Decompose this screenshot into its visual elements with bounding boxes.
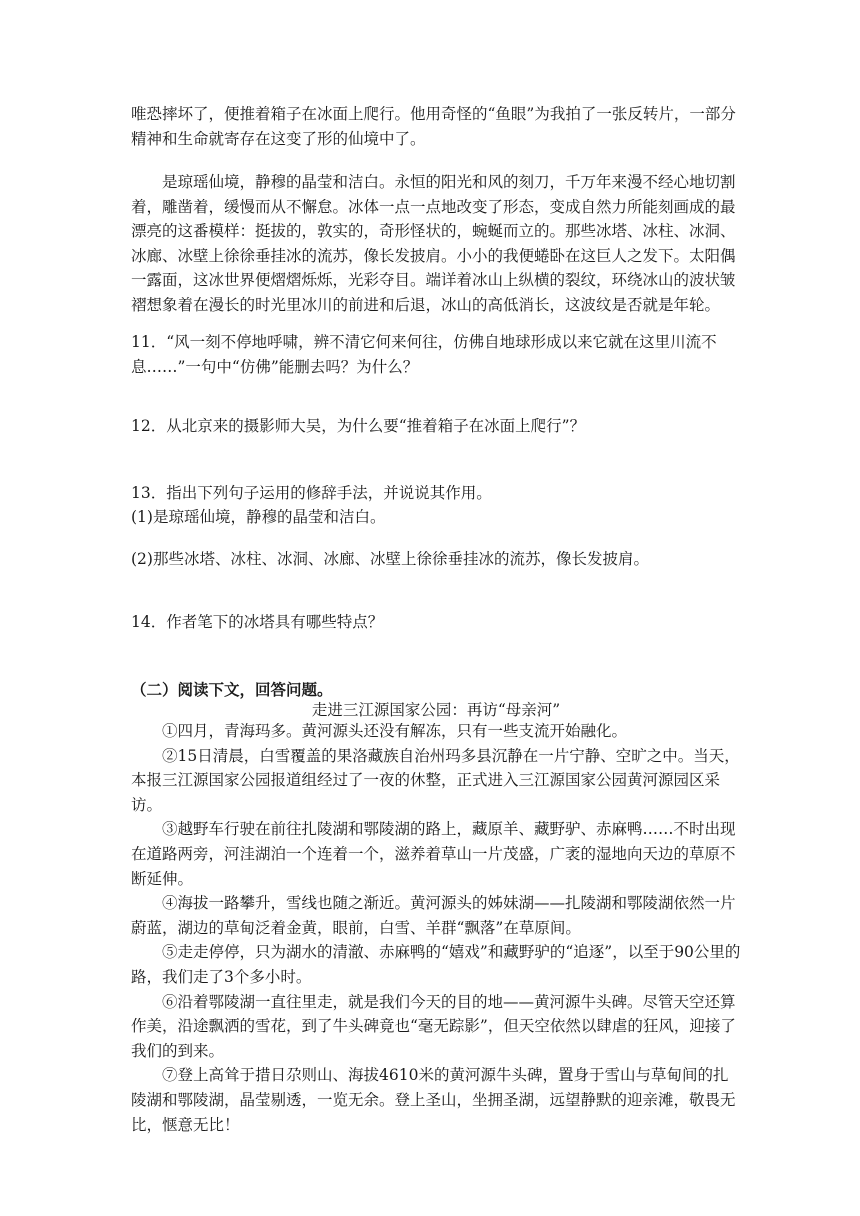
question-13-item-2: (2)那些冰塔、冰柱、冰洞、冰廊、冰壁上徐徐垂挂冰的流苏，像长发披肩。 [131,550,649,568]
passage-top-text: 唯恐摔坏了，便推着箱子在冰面上爬行。他用奇怪的“鱼眼”为我拍了一张反转片，一部分精神和生命就寄存在这变了形的仙境中了。 [131,105,736,148]
article-paragraph-1: ①四月，青海玛多。黄河源头还没有解冻，只有一些支流开始融化。 [162,722,628,740]
passage-paragraph: 是琼瑶仙境，静穆的晶莹和洁白。永恒的阳光和风的刻刀，千万年来漫不经心地切割着，雕凿着，缓慢而从不懈怠。冰体一点一点地改变了形态，变成自然力所能刻画成的最漂亮的这番模样：挺拔的，敦实的，奇形怪状的，蜿蜒而立的。那些冰塔、冰柱、冰洞、冰廊、冰壁上徐徐垂挂冰的流苏，像长发披肩。小小的我便蜷卧在这巨人之发下。太阳偶一露面，这冰世界便熠熠烁烁，光彩夺目。端详着冰山上纵横的裂纹，环绕冰山的波状皱褶想象着在漫长的时光里冰川的前进和后退，冰山的高低消长，这波纹是否就是年轮。 [131,173,736,314]
article-paragraph-2: ②15日清晨，白雪覆盖的果洛藏族自治州玛多县沉静在一片宁静、空旷之中。当天，本报三江源国家公园报道组经过了一夜的休整，正式进入三江源国家公园黄河源园区采访。 [131,746,740,814]
question-12: 12．从北京来的摄影师大吴，为什么要“推着箱子在冰面上爬行”？ [131,417,586,435]
question-11: 11．“风一刻不停地呼啸，辨不清它何来何往，仿佛自地球形成以来它就在这里川流不息……”一句中“仿佛”能删去吗？为什么？ [131,333,717,376]
section-heading: （二）阅读下文，回答问题。 [131,680,333,699]
article-title: 走进三江源国家公园：再访“母亲河” [311,701,561,719]
article-paragraph-3: ③越野车行驶在前往扎陵湖和鄂陵湖的路上，藏原羊、藏野驴、赤麻鸭……不时出现在道路两旁，河洼湖泊一个连着一个，滋养着草山一片茂盛，广袤的湿地向天边的草原不断延伸。 [131,820,736,888]
article-paragraph-7: ⑦登上高耸于措日尕则山、海拔4610米的黄河源牛头碑，置身于雪山与草甸间的扎陵湖和鄂陵湖，晶莹剔透，一览无余。登上圣山，坐拥圣湖，远望静默的迎亲滩，敬畏无比，惬意无比！ [131,1066,736,1134]
question-13-item-1: (1)是琼瑶仙境，静穆的晶莹和洁白。 [131,508,386,526]
question-14: 14．作者笔下的冰塔具有哪些特点？ [131,613,384,631]
article-body [131,719,741,1137]
article-paragraph-5: ⑤走走停停，只为湖水的清澈、赤麻鸭的“嬉戏”和藏野驴的“追逐”，以至于90公里的路，我们走了3个多小时。 [131,943,741,986]
article-paragraph-4: ④海拔一路攀升，雪线也随之渐近。黄河源头的姊妹湖——扎陵湖和鄂陵湖依然一片蔚蓝，湖边的草甸泛着金黄，眼前，白雪、羊群“飘落”在草原间。 [131,894,736,937]
question-13: 13．指出下列句子运用的修辞手法，并说说其作用。 [131,484,492,502]
article-paragraph-6: ⑥沿着鄂陵湖一直往里走，就是我们今天的目的地——黄河源牛头碑。尽管天空还算作美，沿途飘洒的雪花，到了牛头碑竟也“毫无踪影”，但天空依然以肆虐的狂风，迎接了我们的到来。 [131,992,736,1060]
